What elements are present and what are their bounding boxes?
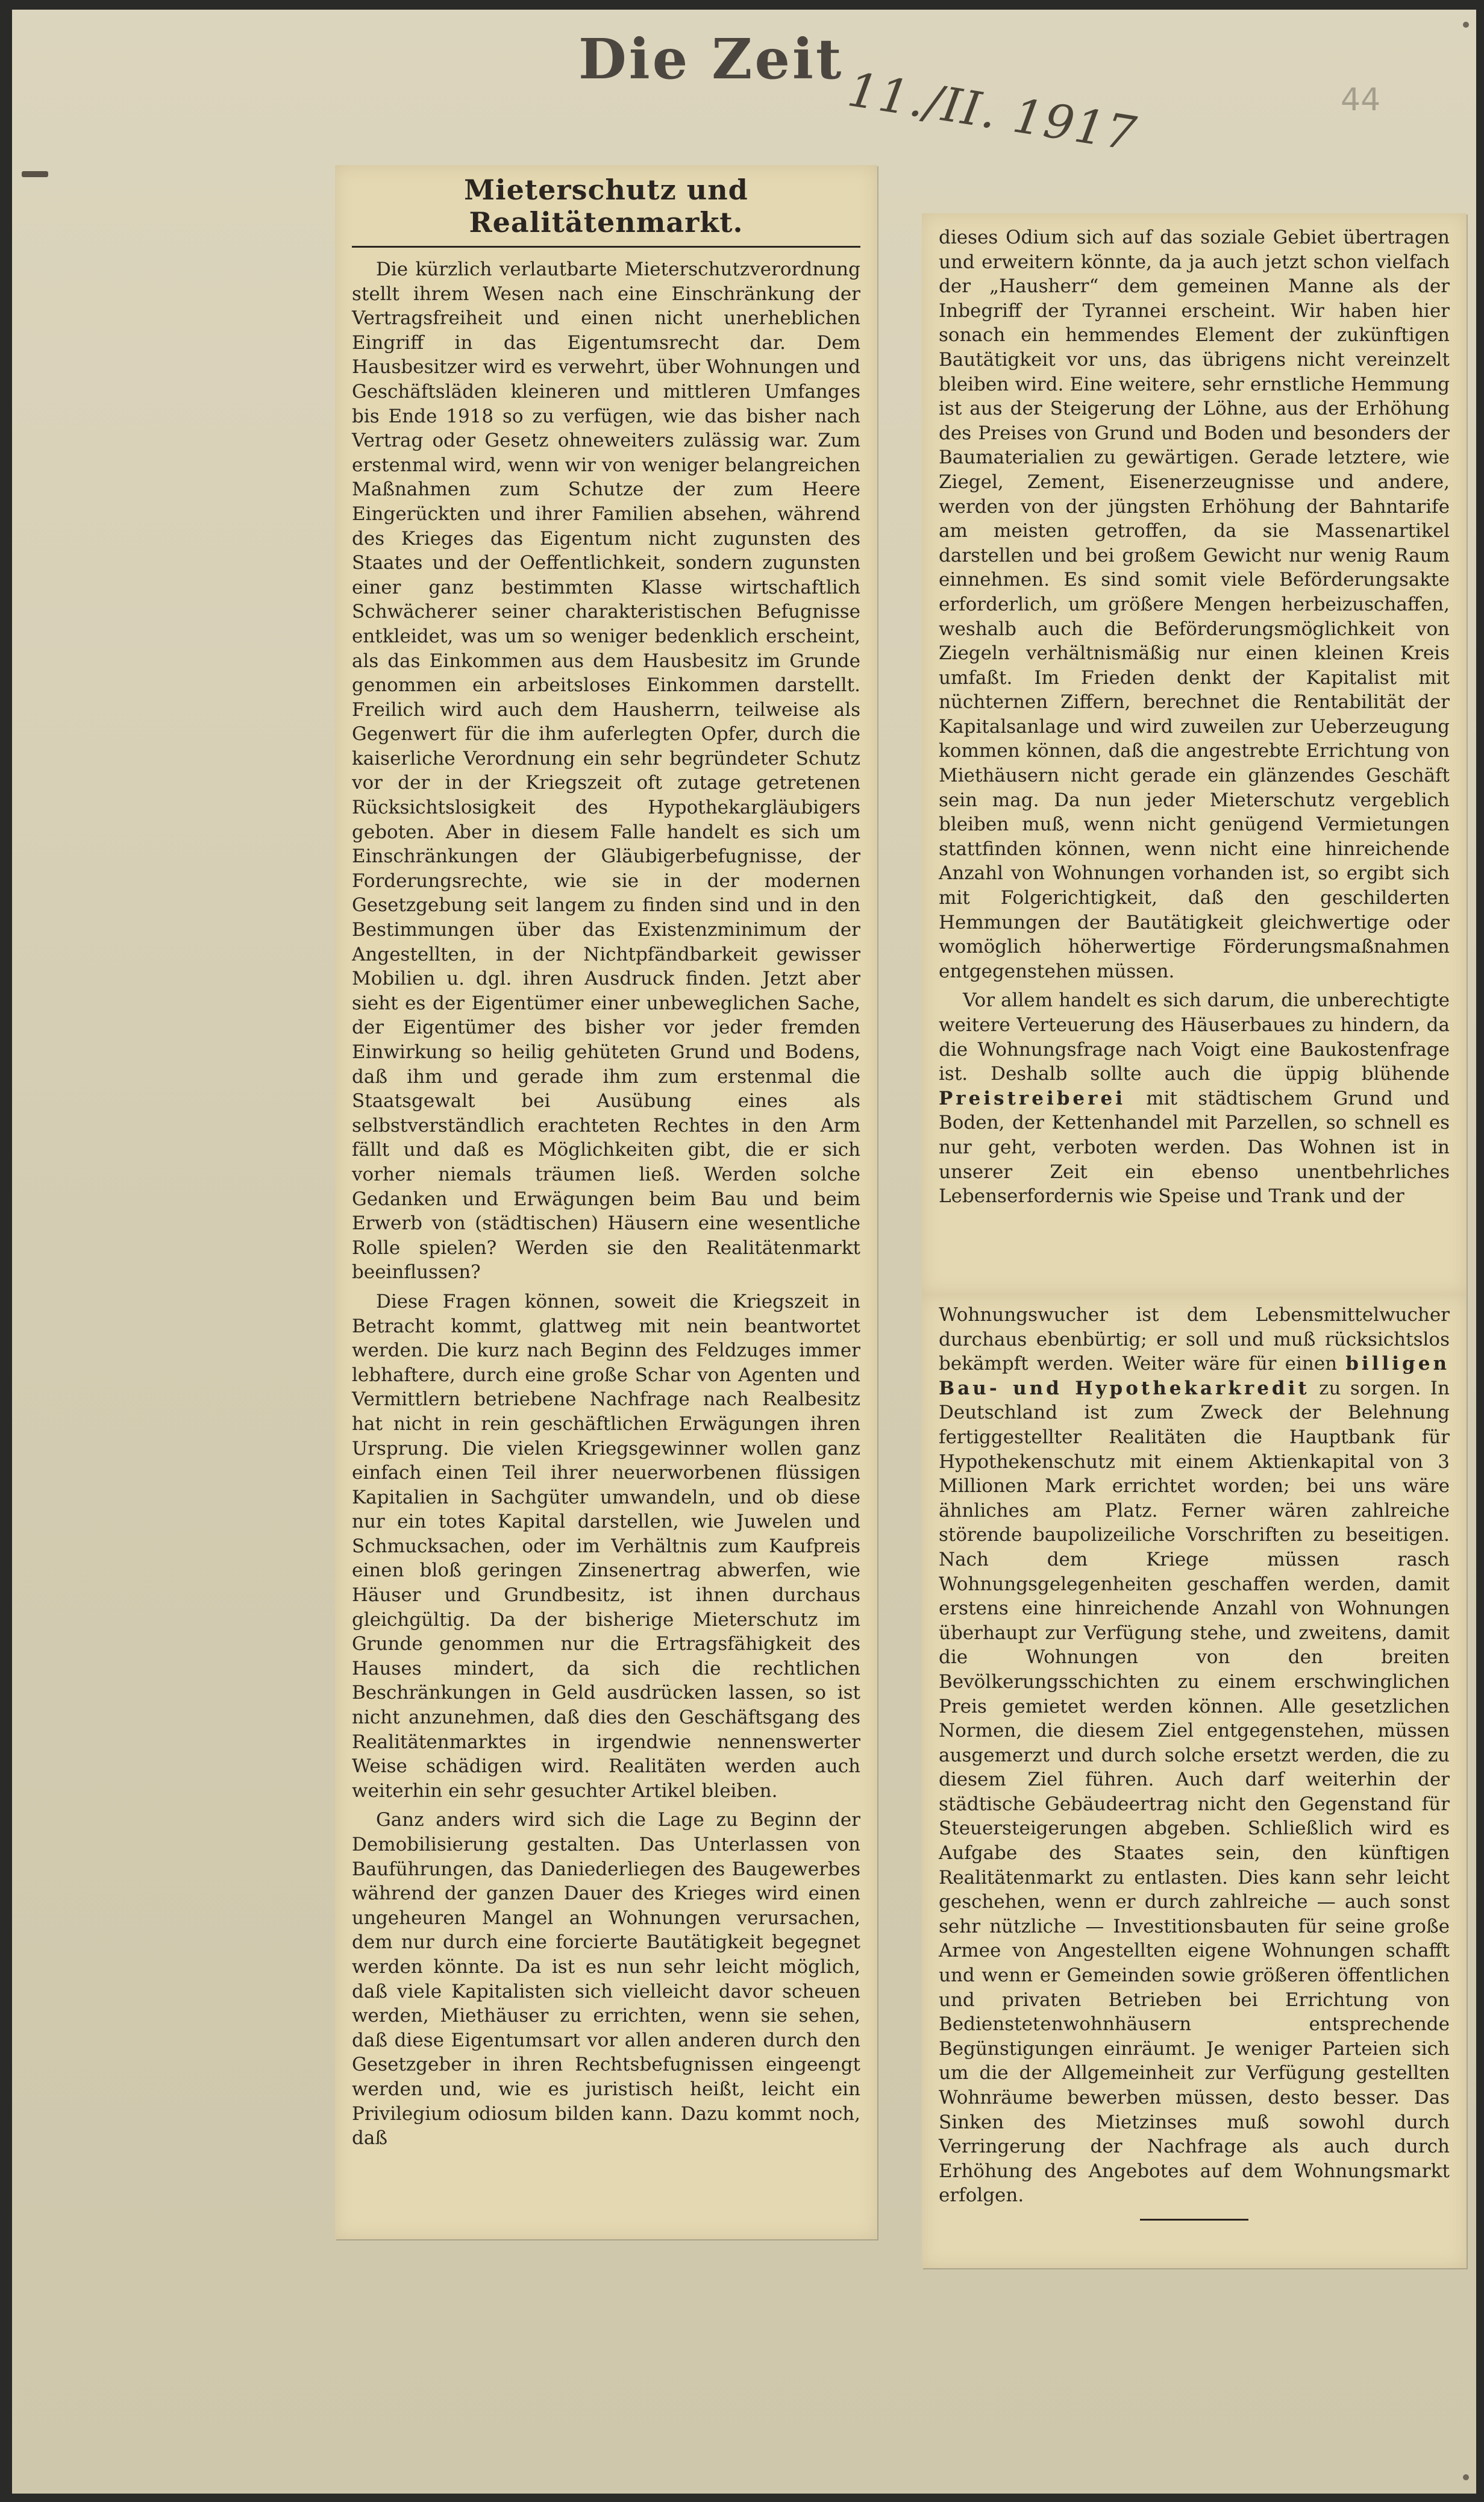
punch-hole-bottom	[1463, 2474, 1469, 2480]
paragraph-text: zu sorgen. In Deutschland ist zum Zweck der Belehnung fertiggestellter Realitäten die Hauptbank für Hypothekenschutz mit einem Aktienkapital von 3 Millionen Mark errichtet worden; bei uns wäre ähnliches am Platz. Ferner wären zahlreiche störende baupolizeiliche Vorschriften zu beseitigen. Nach dem Kriege müssen rasch Wohnungsgelegenheiten geschaffen werden, damit erstens eine hinreichende Anzahl von Wohnungen überhaupt zur Verfügung stehe, und zweitens, damit die Wohnungen von den breiten Bevölkerungsschichten zu einem erschwinglichen Preis gemietet werden können. Alle gesetzlichen Normen, die diesem Ziel entgegenstehen, müssen ausgemerzt und durch solche ersetzt werden, die zu diesem Ziel führen. Auch darf weiterhin der städtische Gebäudeertrag nicht den Gegenstand für Steuersteigerungen abgeben. Schließlich wird es Aufgabe des Staates sein, den künftigen Realitätenmarkt zu entlasten. Dies kann sehr leicht geschehen, wenn er durch zahlreiche — auch sonst sehr nützliche — Investitionsbauten für seine große Armee von Angestellten eigene Wohnungen schafft und wenn er Gemeinden sowie größeren öffentlichen und privaten Betrieben bei Errichtung von Bedienstetenwohnhäusern entsprechende Begünstigungen einräumt. Je weniger Parteien sich um die der Allgemeinheit zur Verfügung gestellten Wohnräume bewerben müssen, desto besser. Das Sinken des Mietzinses muß sowohl durch Verringerung der Nachfrage als auch durch Erhöhung des Angebotes auf dem Wohnungsmarkt erfolgen.	[939, 1377, 1450, 2207]
paragraph-text: mit städtischem Grund und Boden, der Kettenhandel mit Parzellen, so schnell es nur geht, verboten werden. Das Wohnen ist in unserer Zeit ein ebenso unentbehrliches Lebenserfordernis wie Speise und Trank und der	[939, 1087, 1450, 1208]
punch-hole-top	[1463, 22, 1469, 28]
paragraph: dieses Odium sich auf das soziale Gebiet übertragen und erweitern könnte, da ja auch jetzt schon vielfach der „Hausherr“ dem gemeinen Manne als der Inbegriff der Tyrannei erscheint. Wir haben hier sonach ein hemmendes Element der zukünftigen Bautätigkeit vor uns, das übrigens nicht vereinzelt bleiben wird. Eine weitere, sehr ernstliche Hemmung ist aus der Steigerung der Löhne, aus der Erhöhung des Preises von Grund und Boden und besonders der Baumaterialien zu gewärtigen. Gerade letztere, wie Ziegel, Zement, Eisenerzeugnisse und andere, werden von der jüngsten Erhöhung der Bahntarife am meisten getroffen, da sie Massenartikel darstellen und bei großem Gewicht nur wenig Raum einnehmen. Es sind somit viele Beförderungsakte erforderlich, um größere Mengen herbeizuschaffen, weshalb auch die Beförderungsmöglichkeit von Ziegeln verhältnismäßig nur einen kleinen Kreis umfaßt. Im Frieden denkt der Kapitalist mit nüchternen Ziffern, berechnet die Rentabilität der Kapitalsanlage und wird zuweilen zur Ueberzeugung kommen können, daß die angestrebte Errichtung von Miethäusern nicht gerade ein glänzendes Geschäft sein mag. Da nun jeder Mieterschutz vergeblich bleiben muß, wenn nicht genügend Vermietungen stattfinden können, wenn nicht eine hinreichende Anzahl von Wohnungen vorhanden ist, so ergibt sich mit Folgerichtigkeit, daß den geschilderten Hemmungen der Bautätigkeit gleichwertige oder womöglich höherwertige Förderungsmaßnahmen entgegenstehen müssen.	[939, 227, 1450, 982]
article-title: Mieterschutz und Realitätenmarkt.	[352, 174, 860, 248]
newspaper-masthead: Die Zeit	[578, 27, 844, 92]
end-rule	[1140, 2219, 1248, 2221]
clipping-right-bottom	[922, 1294, 1467, 2268]
paragraph: Diese Fragen können, soweit die Kriegszeit in Betracht kommt, glattweg mit nein beantwortet werden. Die kurz nach Beginn des Feldzuges immer lebhaftere, durch eine große Schar von Agenten und Vermittlern betriebene Nachfrage nach Realbesitz hat nicht in rein geschäftlichen Erwägungen ihren Ursprung. Die vielen Kriegsgewinner wollen ganz einfach einen Teil ihrer neuerworbenen flüssigen Kapitalien in Sachgüter umwandeln, und ob diese nur ein totes Kapital darstellen, wie Juwelen und Schmucksachen, oder im Verhältnis zum Kaufpreis einen bloß geringen Zinsenertrag abwerfen, wie Häuser und Grundbesitz, ist ihnen durchaus gleichgültig. Da der bisherige Mieterschutz im Grunde genommen nur die Ertragsfähigkeit des Hauses mindert, da sich die rechtlichen Beschränkungen in Geld ausdrücken lassen, so ist nicht anzunehmen, daß dies den Geschäftsgang des Realitätenmarktes in irgendwie nennenswerter Weise schädigen wird. Realitäten werden auch weiterhin ein sehr gesuchter Artikel bleiben.	[352, 1290, 860, 1802]
paragraph-text: Vor allem handelt es sich darum, die unberechtigte weitere Verteuerung des Häuserbaues zu hindern, da die Wohnungsfrage nach Voigt eine Baukostenfrage ist. Deshalb sollte auch die üppig blühende	[939, 989, 1450, 1085]
emphasized-text: Preistreiberei	[939, 1087, 1126, 1109]
handwritten-date: 11./II. 1917	[844, 63, 1141, 162]
clipping-left-column	[335, 165, 877, 2239]
emphasized-text: billigen Bau- und Hypothekarkredit	[939, 1353, 1450, 1399]
clipping-right-top	[922, 213, 1467, 1294]
paragraph-text: Wohnungswucher ist dem Lebensmittelwucher durchaus ebenbürtig; er soll und muß rücksichtslos bekämpft werden. Weiter wäre für einen	[939, 1304, 1450, 1375]
archive-page	[12, 10, 1476, 2494]
pin-mark	[22, 171, 48, 177]
paragraph	[939, 1303, 1450, 2208]
paragraph: Die kürzlich verlautbarte Mieterschutzverordnung stellt ihrem Wesen nach eine Einschränkung der Vertragsfreiheit und einen nicht unerheblichen Eingriff in das Eigentumsrecht dar. Dem Hausbesitzer wird es verwehrt, über Wohnungen und Geschäftsläden kleineren und mittleren Umfanges bis Ende 1918 so zu verfügen, wie das bisher nach Vertrag oder Gesetz ohneweiters zulässig war. Zum erstenmal wird, wenn wir von weniger belangreichen Maßnahmen zum Schutze der zum Heere Eingerückten und ihrer Familien absehen, während des Krieges das Eigentum nicht zugunsten des Staates und der Oeffentlichkeit, sondern zugunsten einer ganz bestimmten Klasse wirtschaftlich Schwächerer seiner charakteristischen Befugnisse entkleidet, was um so weniger bedenklich erscheint, als das Einkommen aus dem Hausbesitz im Grunde genommen ein arbeitsloses Einkommen darstellt. Freilich wird auch dem Hausherrn, teilweise als Gegenwert für die ihm auferlegten Opfer, durch die kaiserliche Verordnung ein sehr begründeter Schutz vor der in der Kriegszeit oft zutage getretenen Rücksichtslosigkeit des Hypothekargläubigers geboten. Aber in diesem Falle handelt es sich um Einschränkungen der Gläubigerbefugnisse, der Forderungsrechte, wie sie in der modernen Gesetzgebung seit langem zu finden sind und in den Bestimmungen über das Existenzminimum der Angestellten, in der Nichtpfändbarkeit gewisser Mobilien u. dgl. ihren Ausdruck finden. Jetzt aber sieht es der Eigentümer einer unbeweglichen Sache, der Eigentümer des bisher vor jeder fremden Einwirkung so heilig gehüteten Grund und Bodens, daß ihm und gerade ihm zum erstenmal die Staatsgewalt bei Ausübung eines als selbstverständlich erachteten Rechtes in den Arm fällt und daß es Möglichkeiten gibt, die er sich vorher niemals träumen ließ. Werden solche Gedanken und Erwägungen beim Bau und beim Erwerb von (städtischen) Häusern eine wesentliche Rolle spielen? Werden sie den Realitätenmarkt beeinflussen?	[352, 259, 860, 1284]
paragraph	[939, 988, 1450, 1208]
paragraph: Ganz anders wird sich die Lage zu Beginn der Demobilisierung gestalten. Das Unterlassen von Bauführungen, das Daniederliegen des Baugewerbes während der ganzen Dauer des Krieges wird einen ungeheuren Mangel an Wohnungen verursachen, dem nur durch eine forcierte Bautätigkeit begegnet werden könnte. Da ist es nun sehr leicht möglich, daß viele Kapitalisten sich vielleicht davor scheuen werden, Miethäuser zu errichten, wenn sie sehen, daß diese Eigentumsart vor allen anderen durch den Gesetzgeber in ihren Rechtsbefugnissen eingeengt werden und, wie es juristisch heißt, leicht ein Privilegium odiosum bilden kann. Dazu kommt noch, daß	[352, 1809, 860, 2149]
pencil-page-number: 44	[1341, 82, 1381, 118]
